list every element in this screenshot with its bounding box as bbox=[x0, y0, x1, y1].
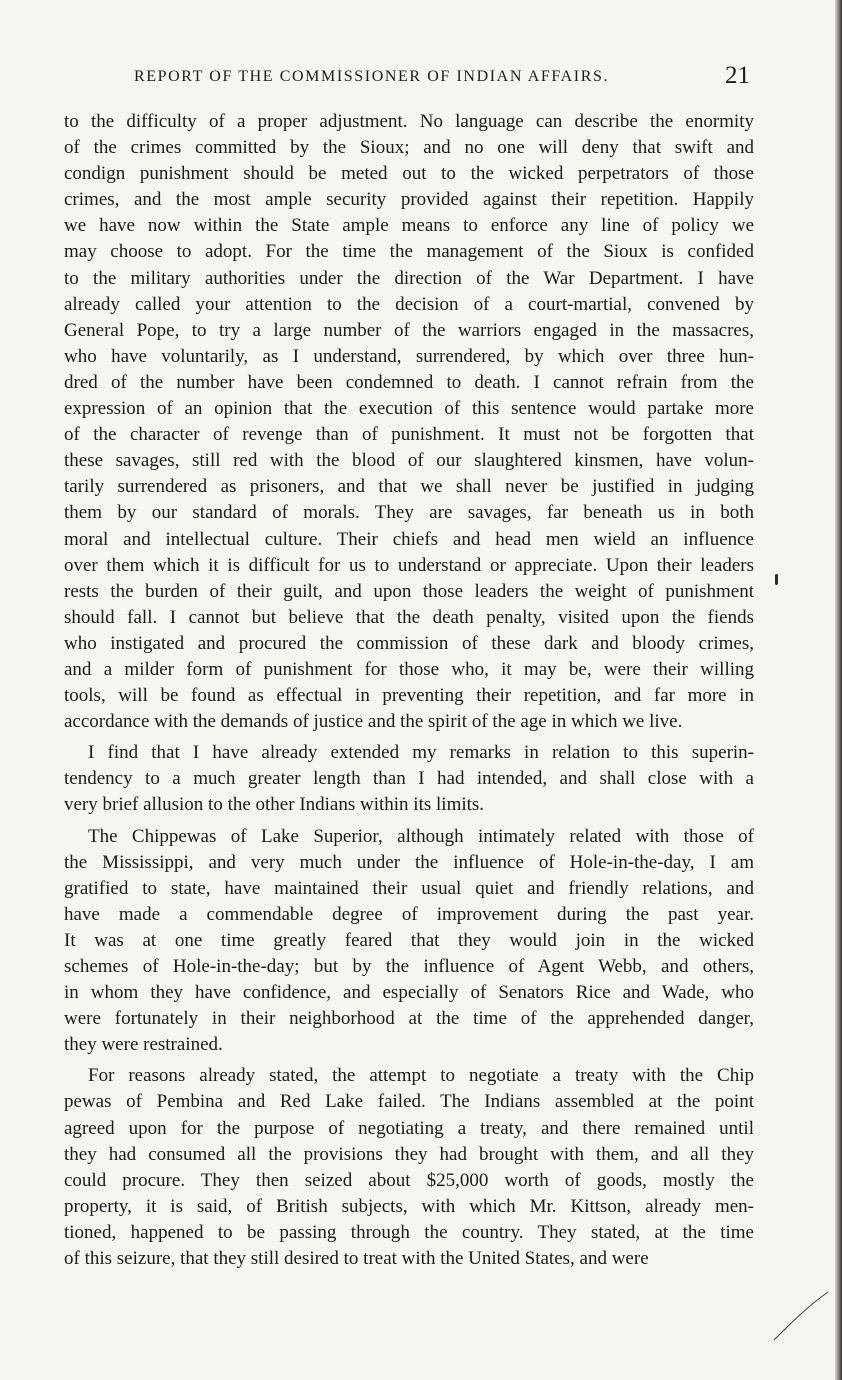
text-line: The Chippewas of Lake Superior, although intimately related with those of bbox=[88, 825, 754, 847]
text-line: property, it is said, of British subjects, with which Mr. Kittson, already men- bbox=[64, 1195, 754, 1217]
text-line: tarily surrendered as prisoners, and that we shall never be justified in judging bbox=[64, 476, 754, 498]
text-line: of this seizure, that they still desired to treat with the United States, and were bbox=[64, 1248, 649, 1270]
text-line: agreed upon for the purpose of negotiating a treaty, and there remained until bbox=[64, 1117, 754, 1139]
text-line: them by our standard of morals. They are savages, far beneath us in both bbox=[64, 502, 754, 524]
text-line: may choose to adopt. For the time the management of the Sioux is confided bbox=[64, 241, 754, 263]
text-line: already called your attention to the decision of a court-martial, convened by bbox=[64, 293, 754, 315]
text-line: tools, will be found as effectual in preventing their repetition, and far more in bbox=[64, 685, 754, 707]
text-line: tioned, happened to be passing through the country. They stated, at the time bbox=[64, 1221, 754, 1243]
text-line: of the character of revenge than of punishment. It must not be forgotten that bbox=[64, 424, 754, 446]
text-line: gratified to state, have maintained their usual quiet and friendly relations, and bbox=[64, 877, 754, 899]
page-edge-shadow bbox=[835, 0, 842, 1380]
text-line: schemes of Hole-in-the-day; but by the influence of Agent Webb, and others, bbox=[64, 956, 754, 977]
text-line: expression of an opinion that the execution of this sentence would partake more bbox=[64, 398, 754, 420]
text-line: to the difficulty of a proper adjustment. No language can describe the enormity bbox=[64, 111, 754, 132]
paragraph bbox=[64, 740, 754, 818]
text-line: pewas of Pembina and Red Lake failed. The Indians assembled at the point bbox=[64, 1091, 754, 1113]
text-line: very brief allusion to the other Indians within its limits. bbox=[64, 794, 485, 816]
text-line: in whom they have confidence, and especially of Senators Rice and Wade, who bbox=[64, 982, 754, 1004]
text-line: could procure. They then seized about $25,000 worth of goods, mostly the bbox=[64, 1169, 754, 1191]
page-header bbox=[64, 62, 754, 92]
paragraph bbox=[64, 824, 754, 1059]
text-line: have made a commendable degree of improvement during the past year. bbox=[64, 903, 754, 925]
text-line: should fall. I cannot but believe that the death penalty, visited upon the fiends bbox=[64, 606, 754, 628]
text-line: they had consumed all the provisions they had brought with them, and all they bbox=[64, 1143, 754, 1165]
text-line: crimes, and the most ample security provided against their repetition. Happily bbox=[64, 189, 754, 211]
text-line: and a milder form of punishment for those who, it may be, were their willing bbox=[64, 658, 754, 680]
text-line: General Pope, to try a large number of the warriors engaged in the massacres, bbox=[64, 319, 754, 341]
text-line: over them which it is difficult for us to understand or appreciate. Upon their leaders bbox=[64, 554, 754, 576]
corner-pencil-mark bbox=[770, 1284, 830, 1344]
text-line: For reasons already stated, the attempt to negotiate a treaty with the Chip bbox=[88, 1065, 754, 1087]
page-number: 21 bbox=[725, 62, 750, 89]
text-line: condign punishment should be meted out to the wicked perpetrators of those bbox=[64, 163, 754, 185]
text-line: were fortunately in their neighborhood at the time of the apprehended danger, bbox=[64, 1008, 754, 1030]
text-line: accordance with the demands of justice and the spirit of the age in which we live. bbox=[64, 711, 683, 733]
text-line: moral and intellectual culture. Their chiefs and head men wield an influence bbox=[64, 528, 754, 550]
text-line: of the crimes committed by the Sioux; and no one will deny that swift and bbox=[64, 137, 754, 159]
text-line: they were restrained. bbox=[64, 1034, 223, 1056]
text-line: rests the burden of their guilt, and upon those leaders the weight of punishment bbox=[64, 580, 754, 602]
text-line: I find that I have already extended my remarks in relation to this superin- bbox=[88, 742, 754, 764]
text-line: It was at one time greatly feared that they would join in the wicked bbox=[64, 929, 754, 951]
paragraph bbox=[64, 1063, 754, 1272]
running-head: REPORT OF THE COMMISSIONER OF INDIAN AFFAIRS. bbox=[134, 68, 610, 85]
body-text bbox=[64, 109, 754, 1277]
text-line: dred of the number have been condemned to death. I cannot refrain from the bbox=[64, 371, 754, 393]
text-line: to the military authorities under the direction of the War Department. I have bbox=[64, 267, 754, 289]
paragraph bbox=[64, 109, 754, 735]
text-line: the Mississippi, and very much under the influence of Hole-in-the-day, I am bbox=[64, 851, 754, 873]
text-line: who have voluntarily, as I understand, surrendered, by which over three hun- bbox=[64, 345, 754, 367]
text-line: these savages, still red with the blood of our slaughtered kinsmen, have volun- bbox=[64, 450, 754, 472]
margin-ink-mark bbox=[775, 574, 778, 585]
text-line: tendency to a much greater length than I had intended, and shall close with a bbox=[64, 768, 754, 790]
text-line: we have now within the State ample means to enforce any line of policy we bbox=[64, 215, 754, 237]
text-line: who instigated and procured the commission of these dark and bloody crimes, bbox=[64, 632, 754, 654]
